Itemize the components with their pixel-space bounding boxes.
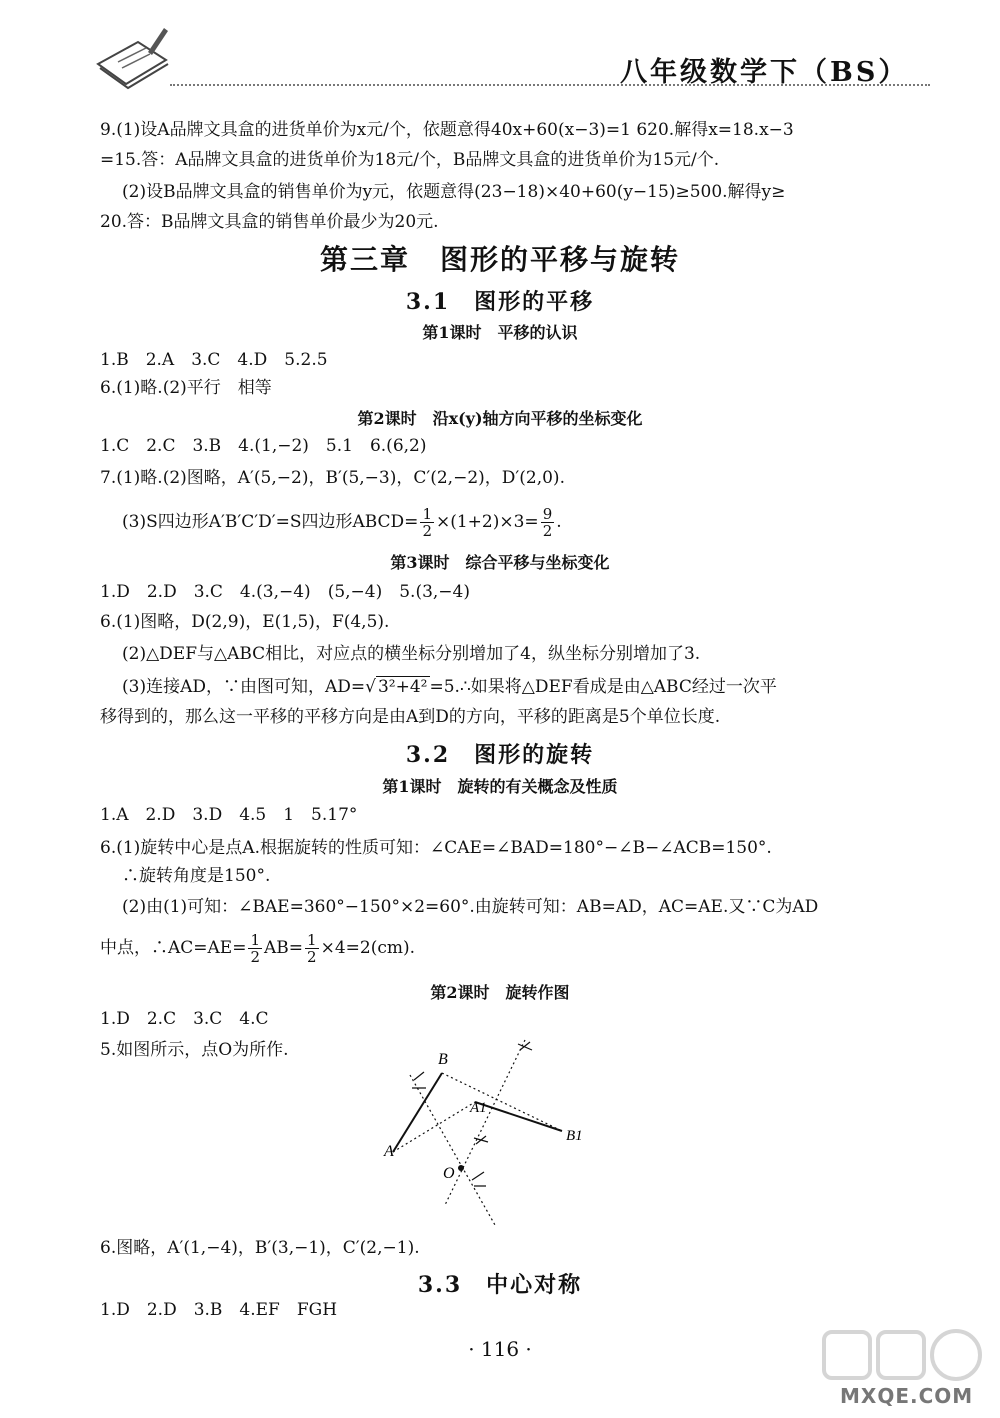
answer-3-1-2-q7: 7.(1)略.(2)图略，A′(5,−2)，B′(5,−3)，C′(2,−2)，D′(2,0). [100,468,565,488]
answer-3-2-2-choices: 1.D 2.C 3.C 4.C [100,1009,269,1029]
figure-label-A1: A1 [470,1100,487,1116]
header-divider [170,84,930,86]
area-equation-mid: ×(1+2)×3= [435,512,539,532]
section-3-1-title: 3.1 图形的平移 [405,289,595,315]
answer-q9-1a: 9.(1)设A品牌文具盒的进货单价为x元/个，依题意得40x+60(x−3)=1 620.解得x=18.x−3 [100,120,794,140]
answer-3-1-3-q6-3: (3)连接AD，∵由图可知，AD=√ 3²+4² =5.∴如果将△DEF看成是由△ABC经过一次平 [122,677,777,697]
section-3-2-title: 3.2 图形的旋转 [405,742,595,768]
figure-label-B: B [438,1051,448,1068]
fraction-nine-halves: $\frac{9}{2}$ [542,505,553,540]
figure-label-A: A [384,1143,394,1160]
answer-3-2-2-q5: 5.如图所示，点O为所作. [100,1040,289,1060]
chapter-title: 第三章 图形的平移与旋转 [319,243,680,276]
answer-q9-1b: =15.答：A品牌文具盒的进货单价为18元/个，B品牌文具盒的进货单价为15元/个. [100,150,720,170]
header-book-pen-icon [88,22,178,92]
lesson-3-1-1-title: 第1课时 平移的认识 [422,323,578,342]
dotted-line-AA1 [393,1102,475,1152]
figure-label-B1: B1 [566,1128,583,1144]
answer-3-1-3-q6-3c: 移得到的，那么这一平移的平移方向是由A到D的方向，平移的距离是5个单位长度. [100,707,721,727]
answer-q9-2b: 20.答：B品牌文具盒的销售单价最少为20元. [100,212,439,232]
answer-3-1-2-q7-3 [122,502,562,542]
lesson-3-2-1-title: 第1课时 旋转的有关概念及性质 [382,777,618,796]
answer-3-2-1-q6a: 6.(1)旋转中心是点A.根据旋转的性质可知：∠CAE=∠BAD=180°−∠B−∠ACB=150°. [100,838,772,858]
lesson-3-2-2-title: 第2课时 旋转作图 [430,983,570,1002]
lesson-3-1-2-title: 第2课时 沿x(y)轴方向平移的坐标变化 [357,409,643,428]
area-equation-end: . [556,512,562,532]
answer-3-1-3-q6: 6.(1)图略，D(2,9)，E(1,5)，F(4,5). [100,612,390,632]
answer-3-2-1-q6-2a: (2)由(1)可知：∠BAE=360°−150°×2=60°.由旋转可知：AB=AD，AC=AE.又∵C为AD [122,897,819,917]
answer-3-2-2-q6: 6.图略，A′(1,−4)，B′(3,−1)，C′(2,−1). [100,1238,420,1258]
answer-3-1-2-choices: 1.C 2.C 3.B 4.(1,−2) 5.1 6.(6,2) [100,436,427,456]
section-3-3-title: 3.3 中心对称 [417,1272,583,1298]
bisector-AA1 [410,1075,495,1225]
answer-3-1-1-q6: 6.(1)略.(2)平行 相等 [100,378,272,398]
answer-3-2-1-choices: 1.A 2.D 3.D 4.5 1 5.17° [100,805,358,825]
answer-3-2-1-q6b: ∴旋转角度是150°. [122,866,271,886]
figure-label-O: O [443,1165,455,1182]
point-O [458,1165,464,1171]
rotation-construction-figure [370,1030,600,1230]
page-number: · 116 · [468,1337,532,1361]
answer-3-3-choices: 1.D 2.D 3.B 4.EF FGH [100,1300,338,1320]
watermark-text: MXQE.COM [840,1384,974,1408]
fraction-one-half: $\frac{1}{2}$ [422,505,432,540]
segment-AB [393,1073,442,1152]
bisector-BB1 [445,1040,525,1205]
lesson-3-1-3-title: 第3课时 综合平移与坐标变化 [390,553,610,572]
answer-3-1-3-choices: 1.D 2.D 3.C 4.(3,−4) (5,−4) 5.(3,−4) [100,582,470,602]
area-equation-left: (3)S四边形A′B′C′D′=S四边形ABCD= [122,512,419,532]
header-title: 八年级数学下（BS） [620,57,909,88]
dotted-line-BB1 [442,1073,562,1131]
answer-3-1-1-choices: 1.B 2.A 3.C 4.D 5.2.5 [100,350,328,370]
sqrt-expression: 3²+4² [377,677,428,697]
answer-3-2-1-q6-2b: 中点，∴AC=AE= $\frac{1}{2}$ AB= $\frac{1}{2}$ ×4=2(cm). [100,931,416,966]
fraction-one-half-c: $\frac{1}{2}$ [307,931,317,966]
fraction-one-half-b: $\frac{1}{2}$ [250,931,261,966]
segment-A1B1 [475,1102,562,1131]
answer-3-1-3-q6-2: (2)△DEF与△ABC相比，对应点的横坐标分别增加了4，纵坐标分别增加了3. [122,644,701,664]
answer-q9-2a: (2)设B品牌文具盒的销售单价为y元，依题意得(23−18)×40+60(y−15)≥500.解得y≥ [122,182,786,202]
